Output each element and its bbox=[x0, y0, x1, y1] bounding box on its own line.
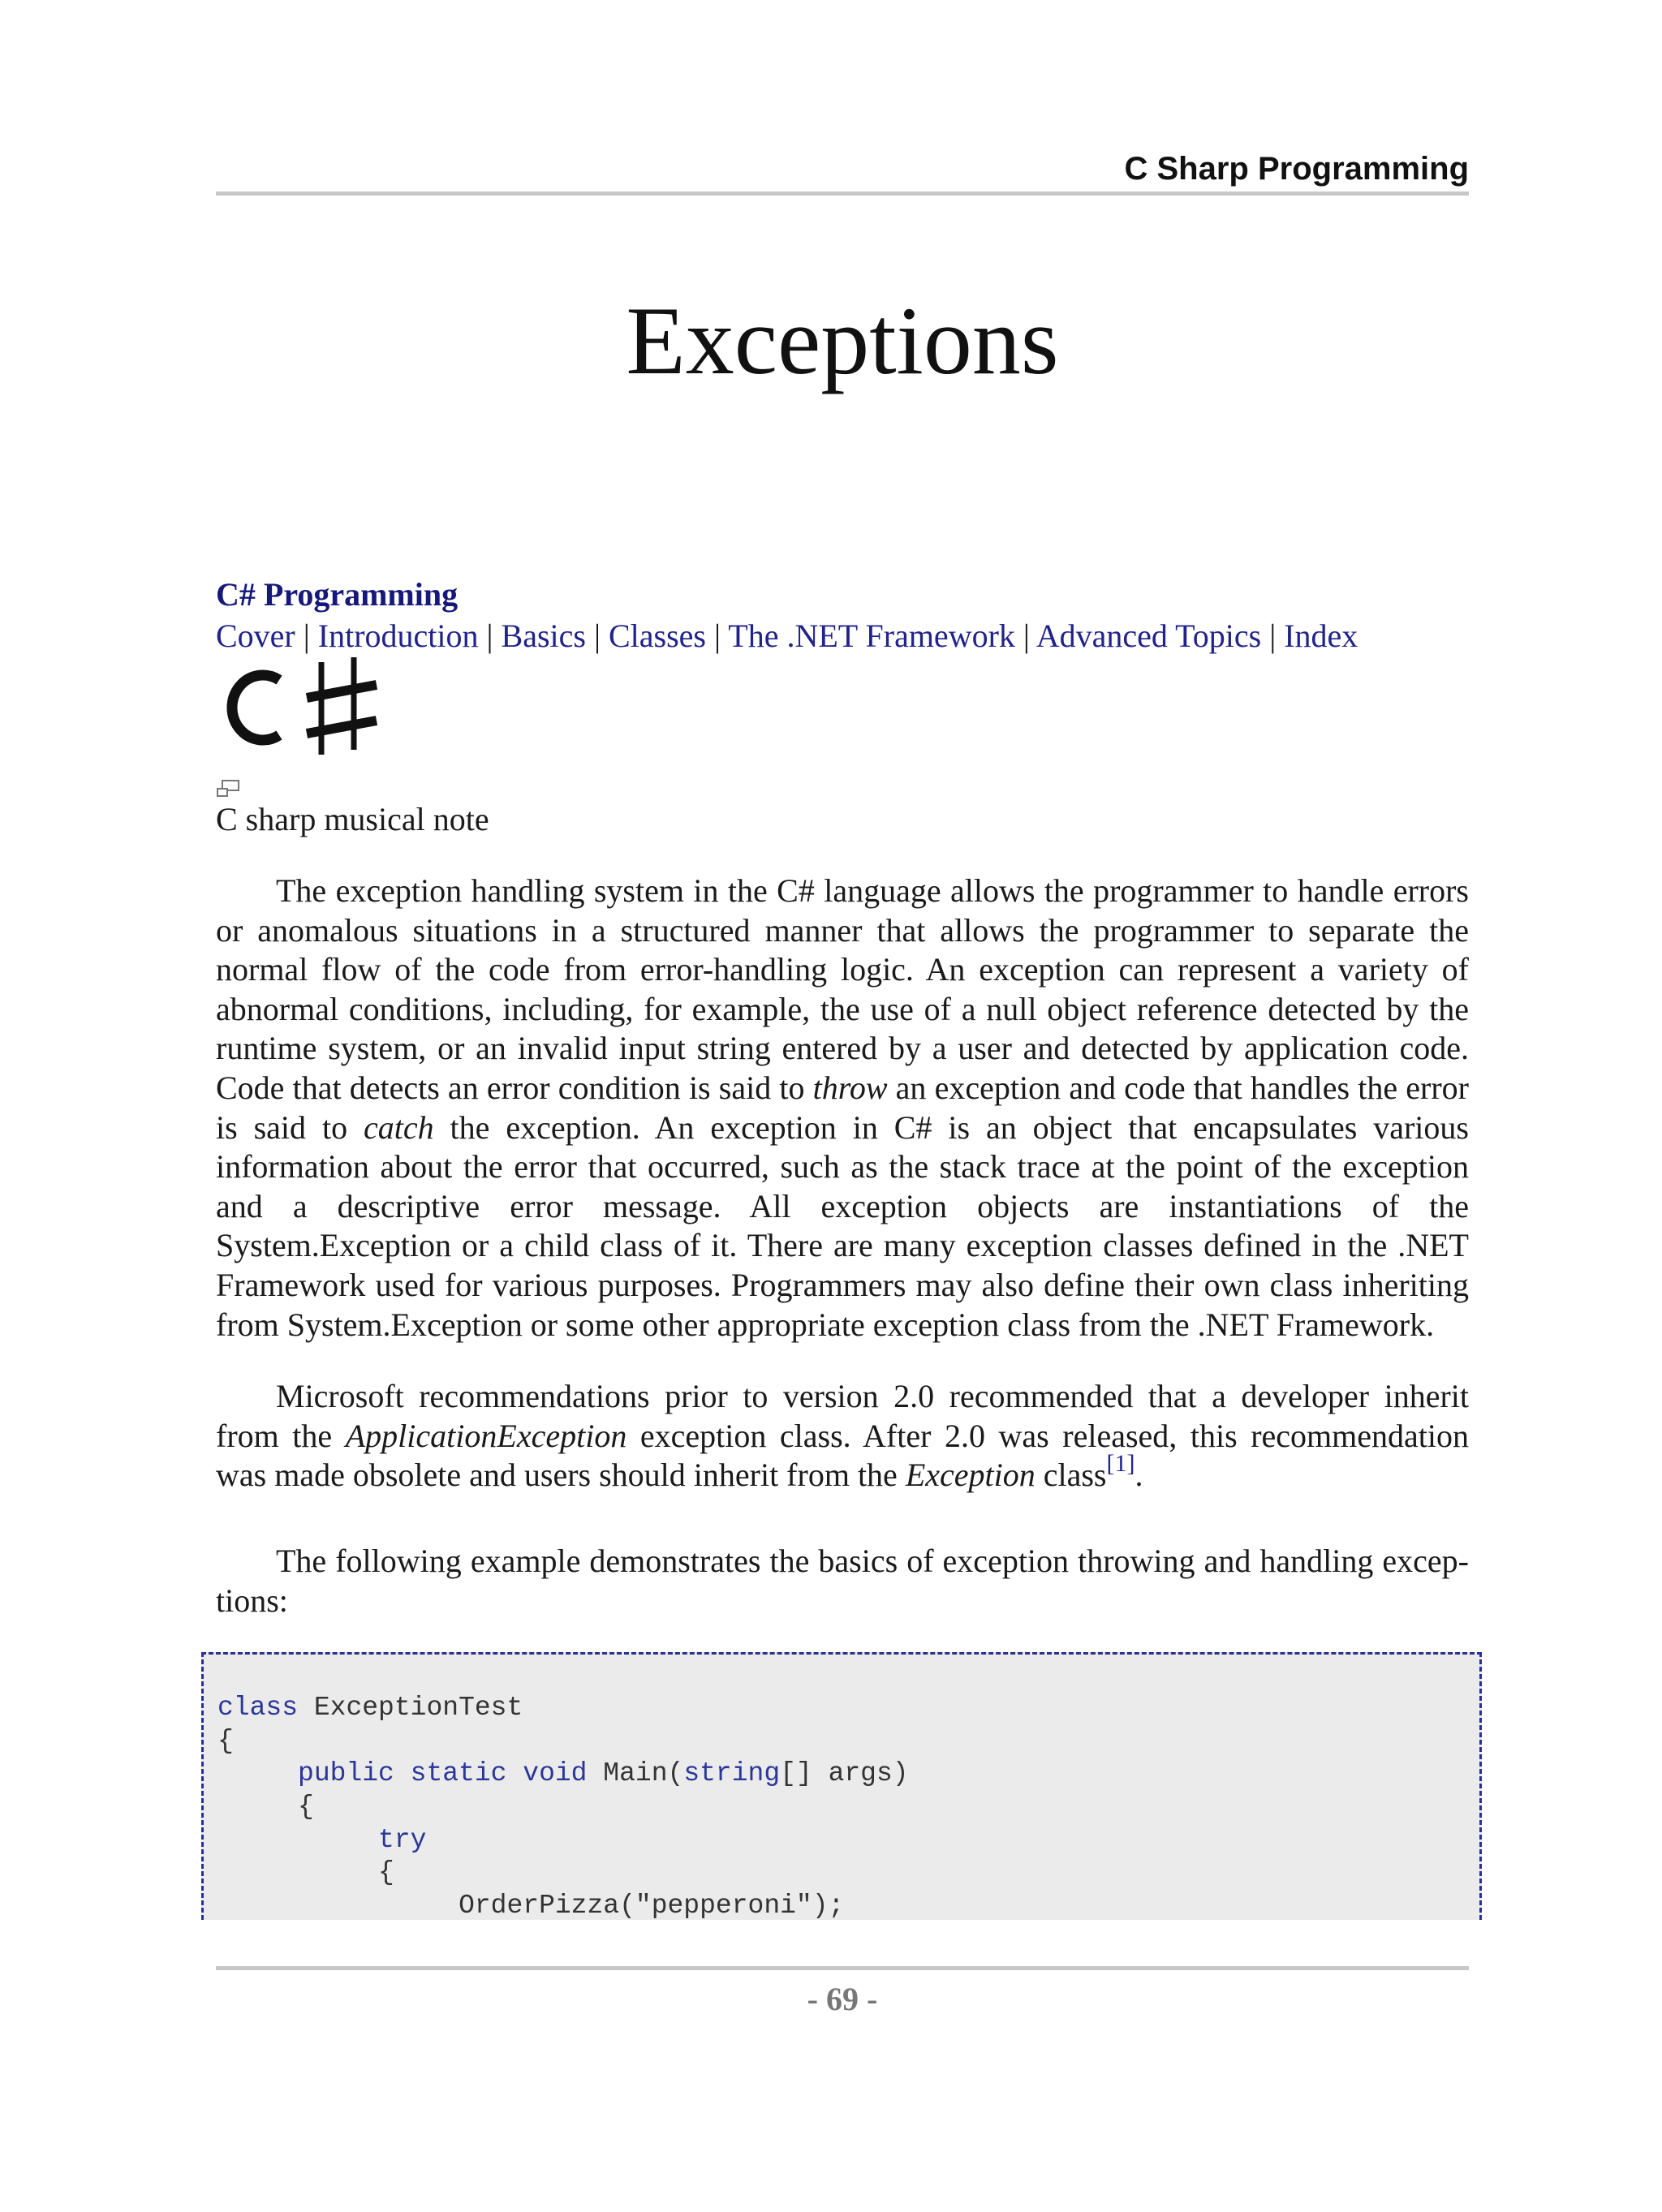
nav-link-classes[interactable]: Classes bbox=[608, 618, 706, 654]
paragraph-text: The exception handling system in the C# language allows the programmer to handle errors or anomalous situations in a structured manner that allows the programmer to separate the normal flow of the code from error-handling logic. An exception can represent a variety of abnormal conditions, including, for example, the use of a null object reference detected by the runtime system, or an invalid input string entered by a user and detected by application code. Code that detects an error condition is said to bbox=[216, 872, 1469, 1106]
header-divider bbox=[216, 192, 1469, 196]
page-number: - 69 - bbox=[807, 1981, 878, 2017]
code-line: { bbox=[217, 1725, 234, 1756]
book-title: C# Programming bbox=[216, 576, 459, 613]
code-line: OrderPizza("pepperoni"); bbox=[459, 1891, 845, 1920]
nav-separator: | bbox=[1014, 618, 1036, 654]
enlarge-icon[interactable] bbox=[216, 779, 240, 798]
footer-divider bbox=[216, 1966, 1469, 1970]
paragraph-text: The following example demonstrates the basics of exception throwing and handling exceptions: bbox=[216, 1543, 1469, 1619]
chapter-title: Exceptions bbox=[626, 286, 1059, 394]
code-keyword: string bbox=[683, 1758, 781, 1789]
paragraph-text: . bbox=[1135, 1457, 1143, 1494]
code-keyword: try bbox=[378, 1824, 427, 1855]
code-line: { bbox=[378, 1857, 394, 1888]
term-throw: throw bbox=[812, 1069, 888, 1106]
paragraph-text: an exception and code that handles the error is said to bbox=[216, 1069, 1469, 1146]
code-line: class ExceptionTest bbox=[217, 1693, 523, 1723]
paragraph-text: class bbox=[1035, 1457, 1107, 1494]
paragraph-example-intro bbox=[216, 1542, 1469, 1620]
figure-caption: C sharp musical note bbox=[216, 801, 489, 837]
nav-link-basics[interactable]: Basics bbox=[501, 618, 586, 654]
nav-link-index[interactable]: Index bbox=[1284, 618, 1358, 654]
code-keyword: public static void bbox=[298, 1758, 588, 1789]
paragraph-exception-handling bbox=[216, 871, 1469, 1345]
paragraph-text: the exception. An exception in C# is an object that encapsulates various information about the error that occurred, such as the stack trace at the point of the exception and a descriptive error message. All exception objects are instantiations of the System.Exception or a child class of it. There are many exception classes defined in the .NET Framework used for various purposes. Programmers may also define their own class inheriting from System.Exception or some other appropriate exception class from the .NET Framework. bbox=[216, 1108, 1469, 1343]
paragraph-text: Microsoft recommendations prior to version 2.0 recommended that a developer inherit from the bbox=[216, 1378, 1469, 1454]
c-sharp-logo-icon[interactable] bbox=[216, 656, 386, 761]
paragraph-microsoft-recommendations bbox=[216, 1377, 1469, 1495]
nav-separator: | bbox=[705, 618, 729, 654]
nav-link-advanced-topics[interactable]: Advanced Topics bbox=[1036, 618, 1262, 654]
code-line bbox=[217, 1824, 909, 1857]
nav-separator: | bbox=[585, 618, 609, 654]
code-block bbox=[201, 1652, 1482, 1920]
term-application-exception: ApplicationException bbox=[345, 1417, 627, 1454]
code-line: { bbox=[298, 1792, 314, 1823]
paragraph-text: exception class. After 2.0 was released, this recommendation was made obsolete and users should inherit from the bbox=[216, 1417, 1470, 1494]
running-header: C Sharp Programming bbox=[1124, 151, 1469, 187]
nav-separator: | bbox=[1261, 618, 1285, 654]
nav-links bbox=[216, 615, 1482, 657]
term-exception: Exception bbox=[905, 1457, 1036, 1494]
code-listing bbox=[217, 1692, 909, 1920]
code-line: public static void Main(string[] args) bbox=[298, 1758, 909, 1789]
nav-separator: | bbox=[295, 618, 318, 654]
nav-link-net-framework[interactable]: The .NET Framework bbox=[728, 618, 1015, 654]
nav-link-cover[interactable]: Cover bbox=[216, 618, 295, 654]
code-keyword: class bbox=[217, 1693, 299, 1723]
nav-link-introduction[interactable]: Introduction bbox=[317, 618, 479, 654]
term-catch: catch bbox=[363, 1108, 434, 1146]
book-navigation bbox=[216, 575, 1482, 657]
nav-separator: | bbox=[478, 618, 502, 654]
reference-link[interactable]: [1] bbox=[1106, 1450, 1135, 1478]
